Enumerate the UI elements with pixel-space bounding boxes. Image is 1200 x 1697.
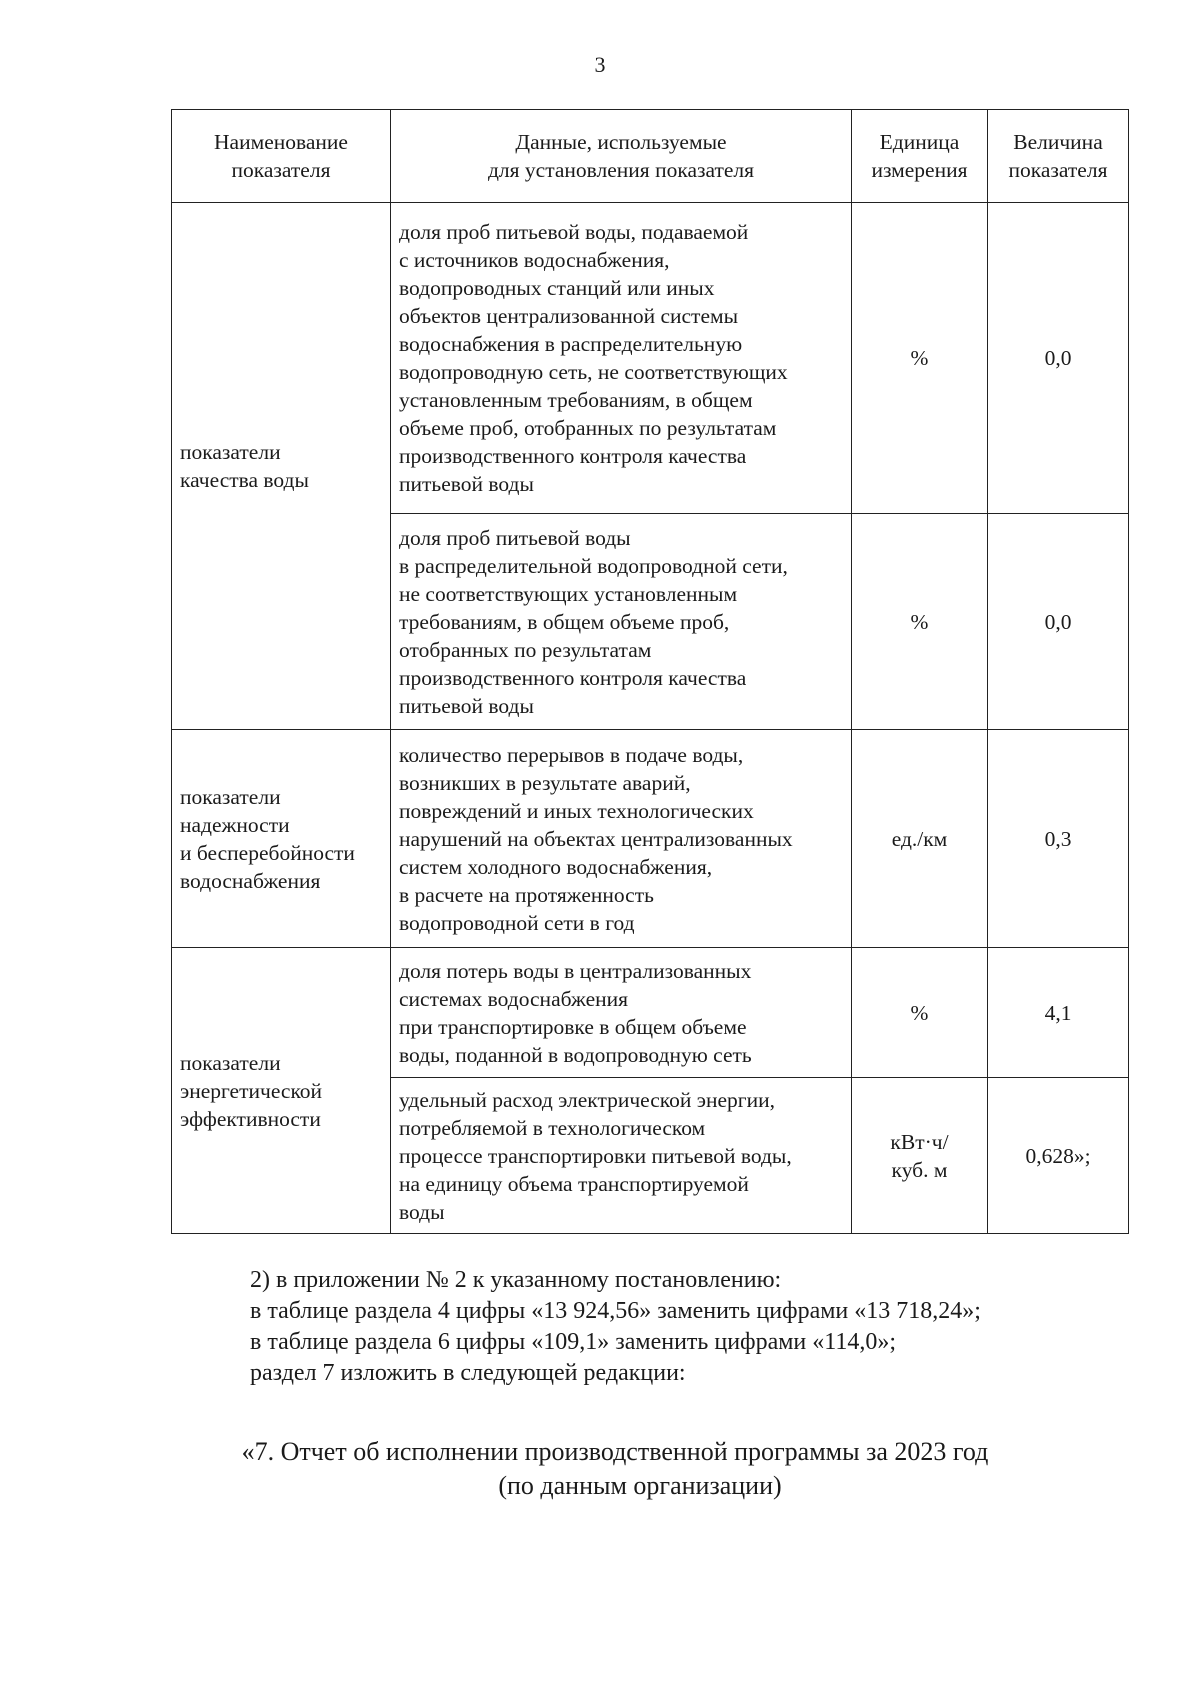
header-name: Наименование показателя xyxy=(172,110,391,203)
group-name-water-quality: показатели качества воды xyxy=(172,203,391,730)
row-description: доля проб питьевой воды, подаваемой с источников водоснабжения, водопроводных станций или иных объектов централизованной системы водоснабжения в распределительную водопроводную сеть, не соответствующих установленным требованиям, в общем объеме проб, отобранных по результатам производственного контроля качества питьевой воды xyxy=(391,203,852,514)
group-name-reliability: показатели надежности и бесперебойности водоснабжения xyxy=(172,730,391,948)
section-title xyxy=(0,1435,1200,1503)
amendments-text xyxy=(250,1265,981,1389)
row-unit: % xyxy=(852,203,988,514)
table-row xyxy=(172,730,1129,948)
group-name-energy-efficiency: показатели энергетической эффективности xyxy=(172,948,391,1234)
row-unit: ед./км xyxy=(852,730,988,948)
header-value: Величина показателя xyxy=(988,110,1129,203)
row-unit: кВт·ч/ куб. м xyxy=(852,1078,988,1234)
row-value: 0,3 xyxy=(988,730,1129,948)
header-data: Данные, используемые для установления показателя xyxy=(391,110,852,203)
indicators-table xyxy=(171,109,1129,1234)
table-row xyxy=(172,948,1129,1078)
row-value: 4,1 xyxy=(988,948,1129,1078)
table-header-row xyxy=(172,110,1129,203)
row-value: 0,628»; xyxy=(988,1078,1129,1234)
row-value: 0,0 xyxy=(988,203,1129,514)
row-description: доля потерь воды в централизованных системах водоснабжения при транспортировке в общем объеме воды, поданной в водопроводную сеть xyxy=(391,948,852,1078)
row-unit: % xyxy=(852,948,988,1078)
amendment-line: в таблице раздела 6 цифры «109,1» заменить цифрами «114,0»; xyxy=(250,1329,897,1355)
row-description: количество перерывов в подаче воды, возникших в результате аварий, повреждений и иных технологических нарушений на объектах централизованных систем холодного водоснабжения, в расчете на протяженность водопроводной сети в год xyxy=(391,730,852,948)
amendment-line: в таблице раздела 4 цифры «13 924,56» заменить цифрами «13 718,24»; xyxy=(250,1298,981,1324)
section-title-subline: (по данным организации) xyxy=(498,1471,782,1500)
amendment-line: 2) в приложении № 2 к указанному постановлению: xyxy=(250,1267,782,1293)
header-unit: Единица измерения xyxy=(852,110,988,203)
row-description: доля проб питьевой воды в распределительной водопроводной сети, не соответствующих установленным требованиям, в общем объеме проб, отобранных по результатам производственного контроля качества питьевой воды xyxy=(391,514,852,730)
page-number: 3 xyxy=(594,52,606,77)
table-row xyxy=(172,203,1129,514)
section-title-line: «7. Отчет об исполнении производственной программы за 2023 год xyxy=(241,1437,989,1466)
row-unit: % xyxy=(852,514,988,730)
amendment-line: раздел 7 изложить в следующей редакции: xyxy=(250,1360,686,1386)
row-description: удельный расход электрической энергии, потребляемой в технологическом процессе транспортировки питьевой воды, на единицу объема транспортируемой воды xyxy=(391,1078,852,1234)
row-value: 0,0 xyxy=(988,514,1129,730)
